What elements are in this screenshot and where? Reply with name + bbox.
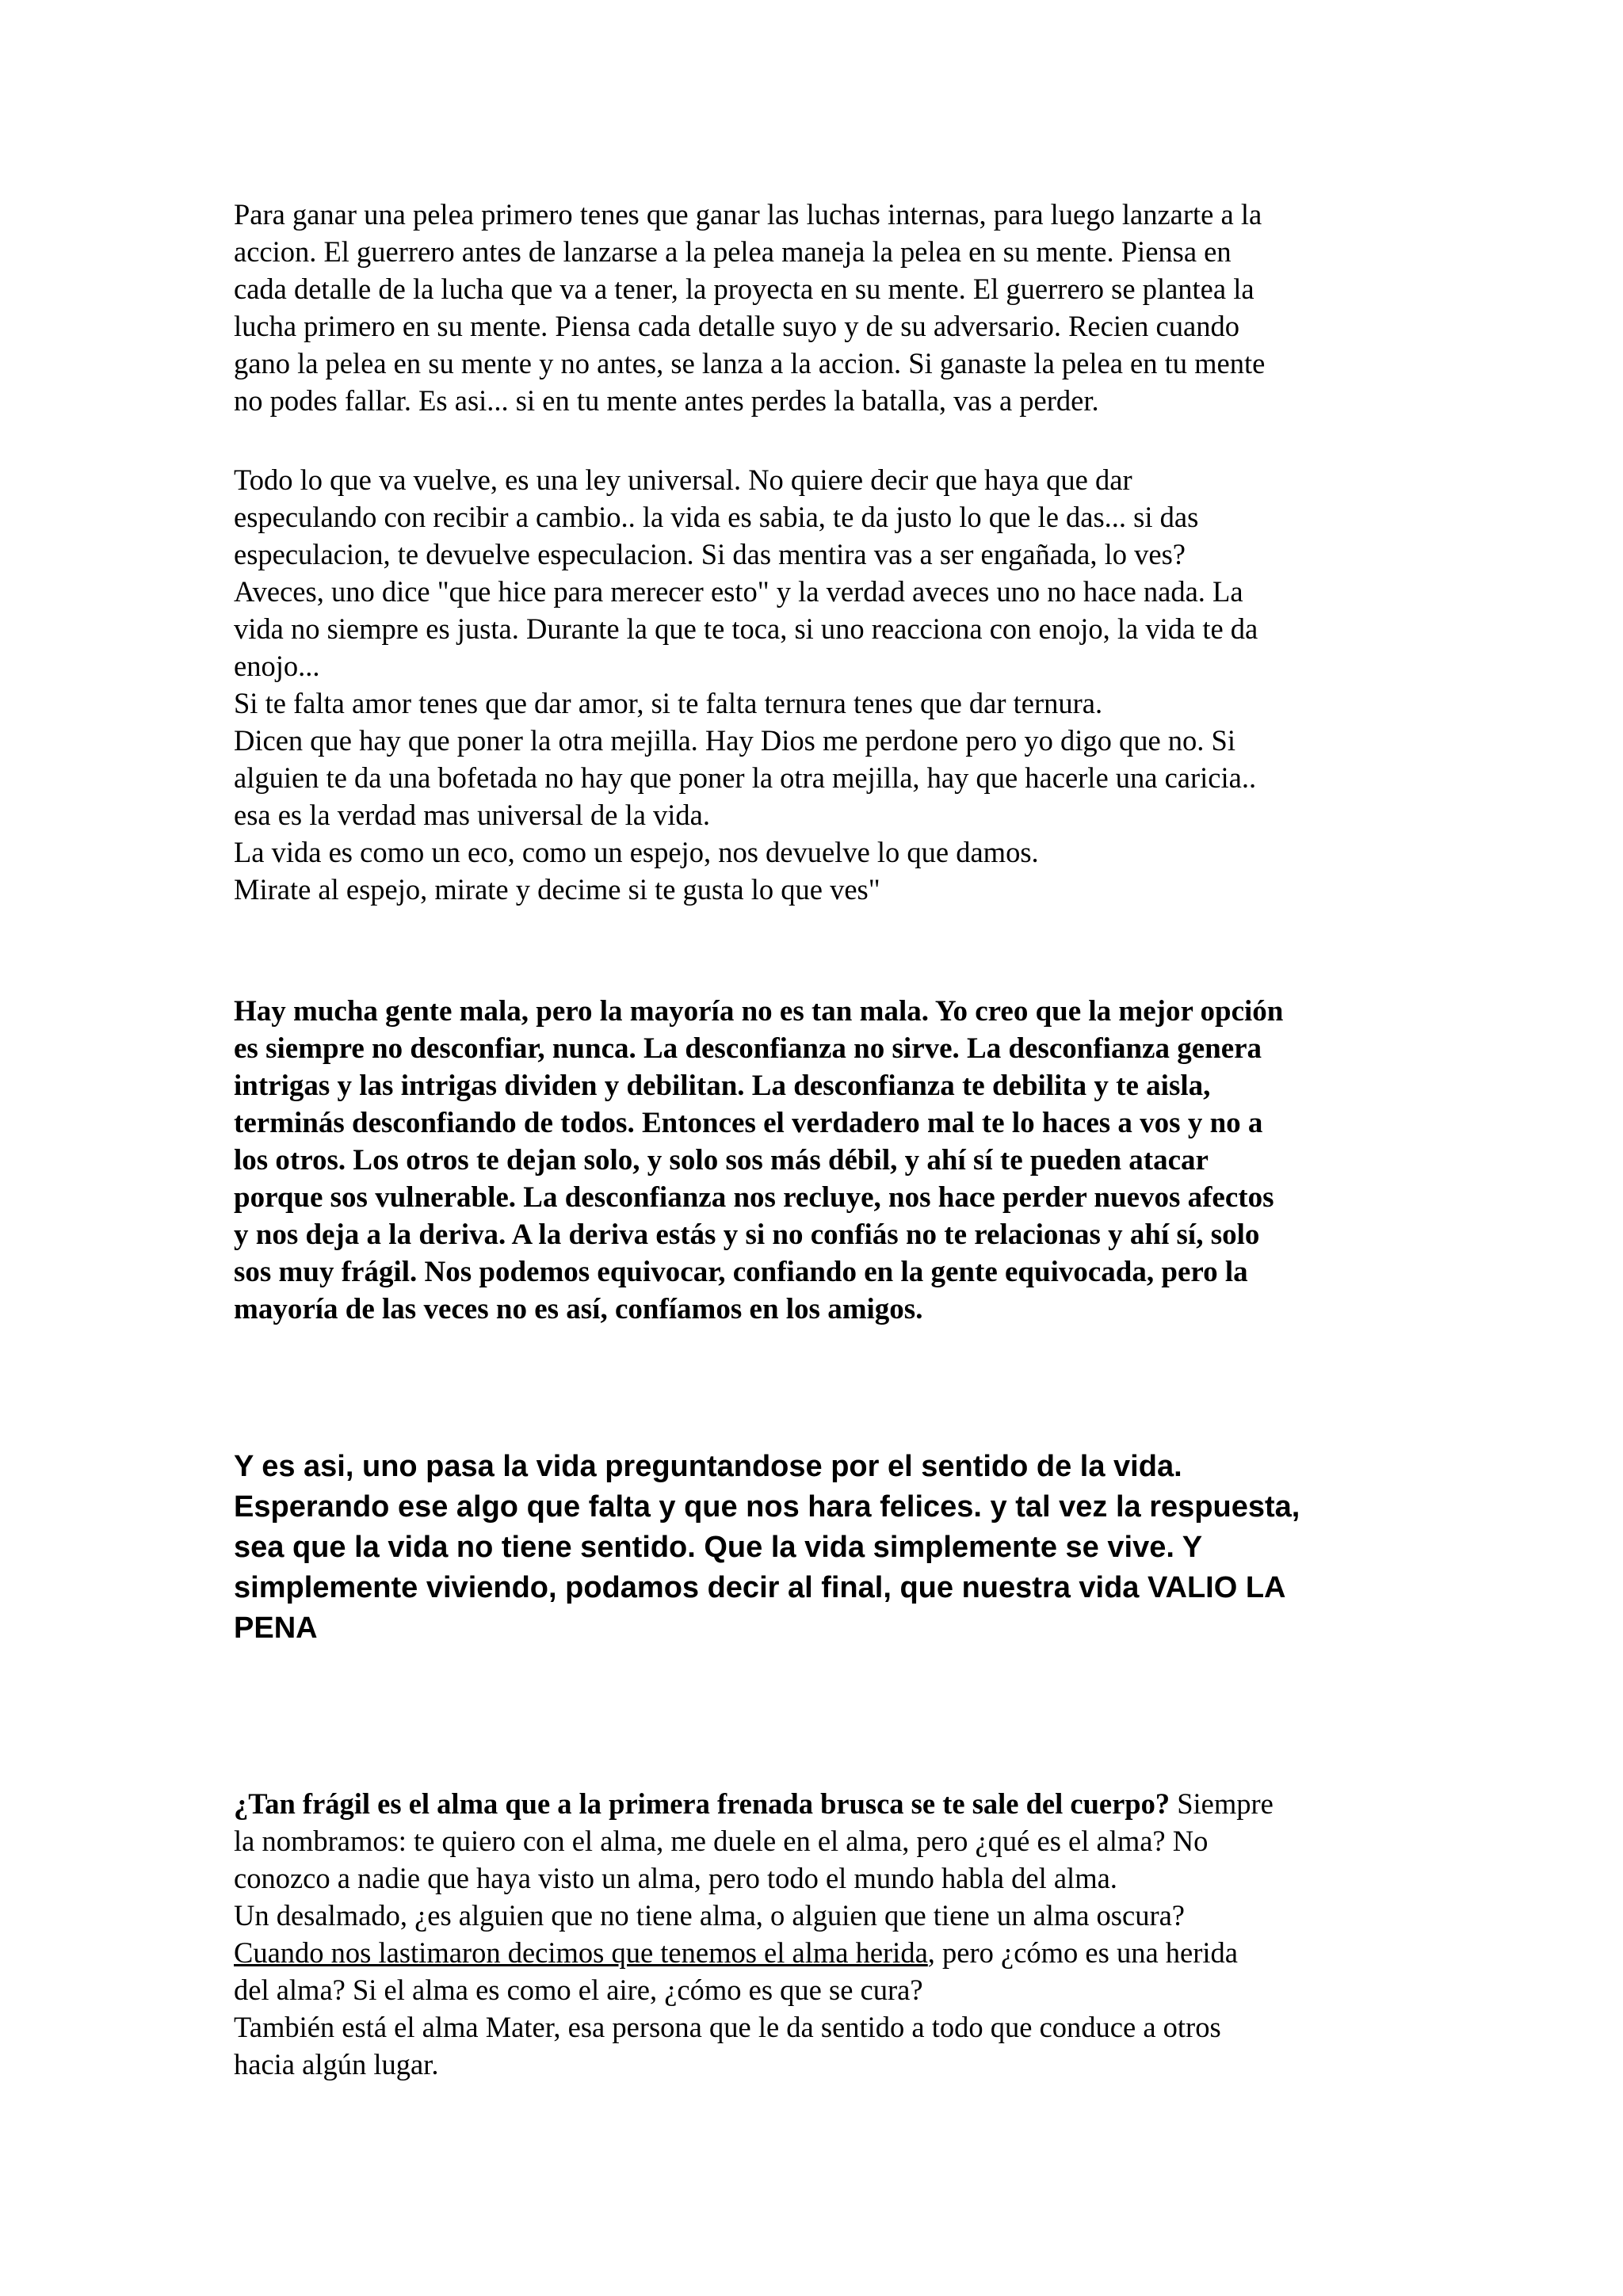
text-line: terminás desconfiando de todos. Entonces el verdadero mal te lo haces a vos y no a (234, 1107, 1263, 1139)
text-line: La vida es como un eco, como un espejo, nos devuelve lo que damos. (234, 836, 1039, 868)
text-line: Hay mucha gente mala, pero la mayoría no es tan mala. Yo creo que la mejor opción (234, 995, 1284, 1028)
text-line: sea que la vida no tiene sentido. Que la vida simplemente se vive. Y (234, 1531, 1203, 1564)
text-line: Esperando ese algo que falta y que nos hara felices. y tal vez la respuesta, (234, 1490, 1300, 1524)
text-line: Todo lo que va vuelve, es una ley universal. No quiere decir que haya que dar (234, 463, 1132, 496)
text-run: , pero ¿cómo es una herida (927, 1936, 1238, 1969)
text-line: del alma? Si el alma es como el aire, ¿cómo es que se cura? (234, 1974, 923, 2006)
text-run: Siempre (1170, 1787, 1274, 1820)
text-line: alguien te da una bofetada no hay que poner la otra mejilla, hay que hacerle una caricia.. (234, 761, 1257, 794)
text-line: conozco a nadie que haya visto un alma, pero todo el mundo habla del alma. (234, 1862, 1117, 1894)
text-line: y nos deja a la deriva. A la deriva estás y si no confiás no te relacionas y ahí sí, solo (234, 1219, 1260, 1251)
text-line: PENA (234, 1611, 318, 1645)
text-line: accion. El guerrero antes de lanzarse a la pelea maneja la pelea en su mente. Piensa en (234, 235, 1232, 268)
text-line: Si te falta amor tenes que dar amor, si te falta ternura tenes que dar ternura. (234, 687, 1103, 719)
text-line: Mirate al espejo, mirate y decime si te gusta lo que ves" (234, 873, 880, 906)
paragraph-guerrero (234, 196, 1407, 419)
text-line: simplemente viviendo, podamos decir al final, que nuestra vida VALIO LA (234, 1571, 1286, 1604)
paragraph-desconfianza (234, 993, 1407, 1328)
paragraph-sentido-vida (234, 1447, 1407, 1649)
text-line: También está el alma Mater, esa persona que le da sentido a todo que conduce a otros (234, 2011, 1221, 2043)
text-line (234, 1934, 1407, 1971)
text-line: intrigas y las intrigas dividen y debilitan. La desconfianza te debilita y te aisla, (234, 1070, 1211, 1102)
text-line: lucha primero en su mente. Piensa cada detalle suyo y de su adversario. Recien cuando (234, 310, 1239, 342)
text-line: Y es asi, uno pasa la vida preguntandose por el sentido de la vida. (234, 1450, 1182, 1483)
bold-question: ¿Tan frágil es el alma que a la primera frenada brusca se te sale del cuerpo? (234, 1787, 1170, 1820)
text-line: Aveces, uno dice "que hice para merecer esto" y la verdad aveces uno no hace nada. La (234, 575, 1243, 608)
text-line: vida no siempre es justa. Durante la que te toca, si uno reacciona con enojo, la vida te da (234, 612, 1258, 645)
text-line: Para ganar una pelea primero tenes que ganar las luchas internas, para luego lanzarte a la (234, 198, 1262, 231)
text-line: especulacion, te devuelve especulacion. Si das mentira vas a ser engañada, lo ves? (234, 538, 1186, 570)
text-line: la nombramos: te quiero con el alma, me duele en el alma, pero ¿qué es el alma? No (234, 1825, 1209, 1857)
text-line: porque sos vulnerable. La desconfianza nos recluye, nos hace perder nuevos afectos (234, 1181, 1274, 1214)
text-line: no podes fallar. Es asi... si en tu mente antes perdes la batalla, vas a perder. (234, 384, 1099, 417)
text-line: Dicen que hay que poner la otra mejilla. Hay Dios me perdone pero yo digo que no. Si (234, 724, 1235, 757)
paragraph-ley-universal (234, 461, 1407, 908)
text-line: es siempre no desconfiar, nunca. La desconfianza no sirve. La desconfianza genera (234, 1032, 1262, 1065)
underlined-text: Cuando nos lastimaron decimos que tenemos el alma herida (234, 1936, 928, 1969)
text-line: Un desalmado, ¿es alguien que no tiene alma, o alguien que tiene un alma oscura? (234, 1899, 1186, 1932)
text-line: hacia algún lugar. (234, 2048, 439, 2081)
paragraph-alma (234, 1785, 1407, 2083)
text-line (234, 1785, 1407, 1822)
text-line: esa es la verdad mas universal de la vida. (234, 799, 711, 831)
text-line: especulando con recibir a cambio.. la vida es sabia, te da justo lo que le das... si das (234, 501, 1199, 533)
text-line: mayoría de las veces no es así, confíamos en los amigos. (234, 1293, 923, 1325)
text-line: cada detalle de la lucha que va a tener, la proyecta en su mente. El guerrero se plantea la (234, 273, 1254, 305)
text-line: gano la pelea en su mente y no antes, se lanza a la accion. Si ganaste la pelea en tu mente (234, 347, 1266, 379)
text-line: los otros. Los otros te dejan solo, y solo sos más débil, y ahí sí te pueden atacar (234, 1144, 1209, 1177)
text-line: sos muy frágil. Nos podemos equivocar, confiando en la gente equivocada, pero la (234, 1256, 1248, 1288)
text-line: enojo... (234, 650, 320, 682)
